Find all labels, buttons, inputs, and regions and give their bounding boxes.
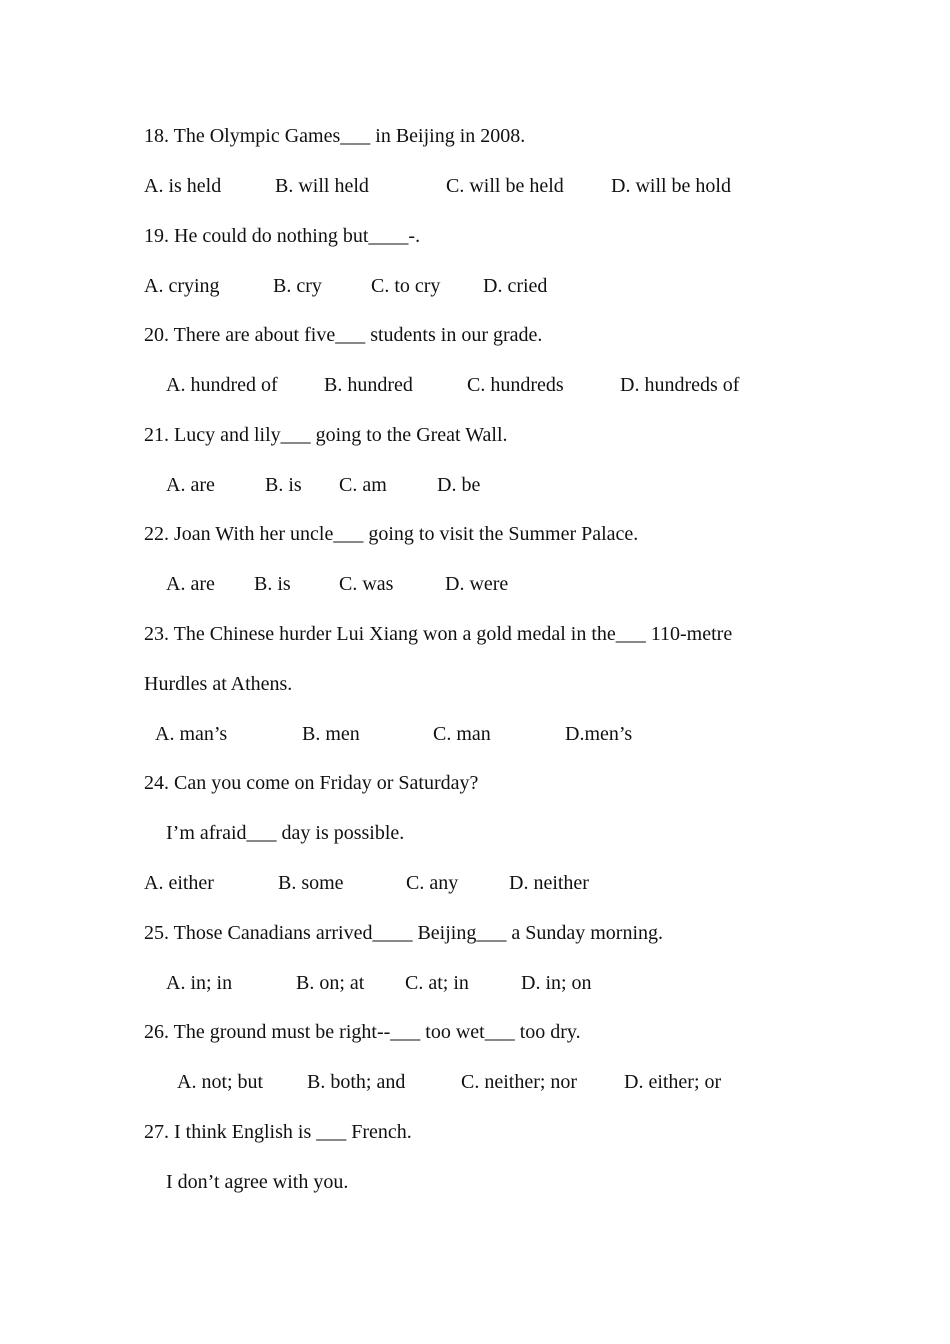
option-d: D. will be hold xyxy=(611,175,731,197)
option-a: A. in; in xyxy=(166,972,233,994)
option-c: C. to cry xyxy=(371,275,441,297)
option-b: B. some xyxy=(278,872,344,894)
option-d: D. cried xyxy=(483,275,548,297)
option-a: A. are xyxy=(166,573,215,595)
question-24-stem: 24. Can you come on Friday or Saturday? xyxy=(144,772,479,794)
option-d: D. neither xyxy=(509,872,589,894)
option-d: D. hundreds of xyxy=(620,374,740,396)
question-27-reply: I don’t agree with you. xyxy=(166,1171,349,1193)
option-c: C. at; in xyxy=(405,972,469,994)
question-22-stem: 22. Joan With her uncle___ going to visit the Summer Palace. xyxy=(144,523,639,545)
option-c: C. neither; nor xyxy=(461,1071,578,1093)
question-18-stem: 18. The Olympic Games___ in Beijing in 2008. xyxy=(144,125,526,147)
option-b: B. cry xyxy=(273,275,322,297)
question-21-stem: 21. Lucy and lily___ going to the Great Wall. xyxy=(144,424,508,446)
question-26-stem: 26. The ground must be right--___ too wet___ too dry. xyxy=(144,1021,581,1043)
option-d: D. be xyxy=(437,474,481,496)
option-c: C. will be held xyxy=(446,175,564,197)
question-24-reply: I’m afraid___ day is possible. xyxy=(166,822,405,844)
option-d: D.men’s xyxy=(565,723,633,745)
option-b: B. men xyxy=(302,723,360,745)
option-b: B. both; and xyxy=(307,1071,406,1093)
option-a: A. are xyxy=(166,474,215,496)
question-20-stem: 20. There are about five___ students in our grade. xyxy=(144,324,543,346)
option-c: C. am xyxy=(339,474,387,496)
option-a: A. hundred of xyxy=(166,374,278,396)
question-27-stem: 27. I think English is ___ French. xyxy=(144,1121,412,1143)
option-a: A. is held xyxy=(144,175,222,197)
question-19-stem: 19. He could do nothing but____-. xyxy=(144,225,421,247)
option-a: A. either xyxy=(144,872,214,894)
question-23-stem: 23. The Chinese hurder Lui Xiang won a gold medal in the___ 110-metre xyxy=(144,623,733,645)
option-a: A. not; but xyxy=(177,1071,264,1093)
option-d: D. were xyxy=(445,573,509,595)
option-c: C. man xyxy=(433,723,491,745)
option-b: B. hundred xyxy=(324,374,413,396)
option-b: B. is xyxy=(265,474,302,496)
question-25-stem: 25. Those Canadians arrived____ Beijing___ a Sunday morning. xyxy=(144,922,663,944)
option-a: A. man’s xyxy=(155,723,228,745)
option-b: B. will held xyxy=(275,175,369,197)
option-c: C. any xyxy=(406,872,459,894)
option-a: A. crying xyxy=(144,275,220,297)
option-b: B. is xyxy=(254,573,291,595)
option-b: B. on; at xyxy=(296,972,365,994)
option-c: C. hundreds xyxy=(467,374,564,396)
question-23-stem-continued: Hurdles at Athens. xyxy=(144,673,293,695)
option-d: D. either; or xyxy=(624,1071,722,1093)
option-d: D. in; on xyxy=(521,972,592,994)
option-c: C. was xyxy=(339,573,394,595)
